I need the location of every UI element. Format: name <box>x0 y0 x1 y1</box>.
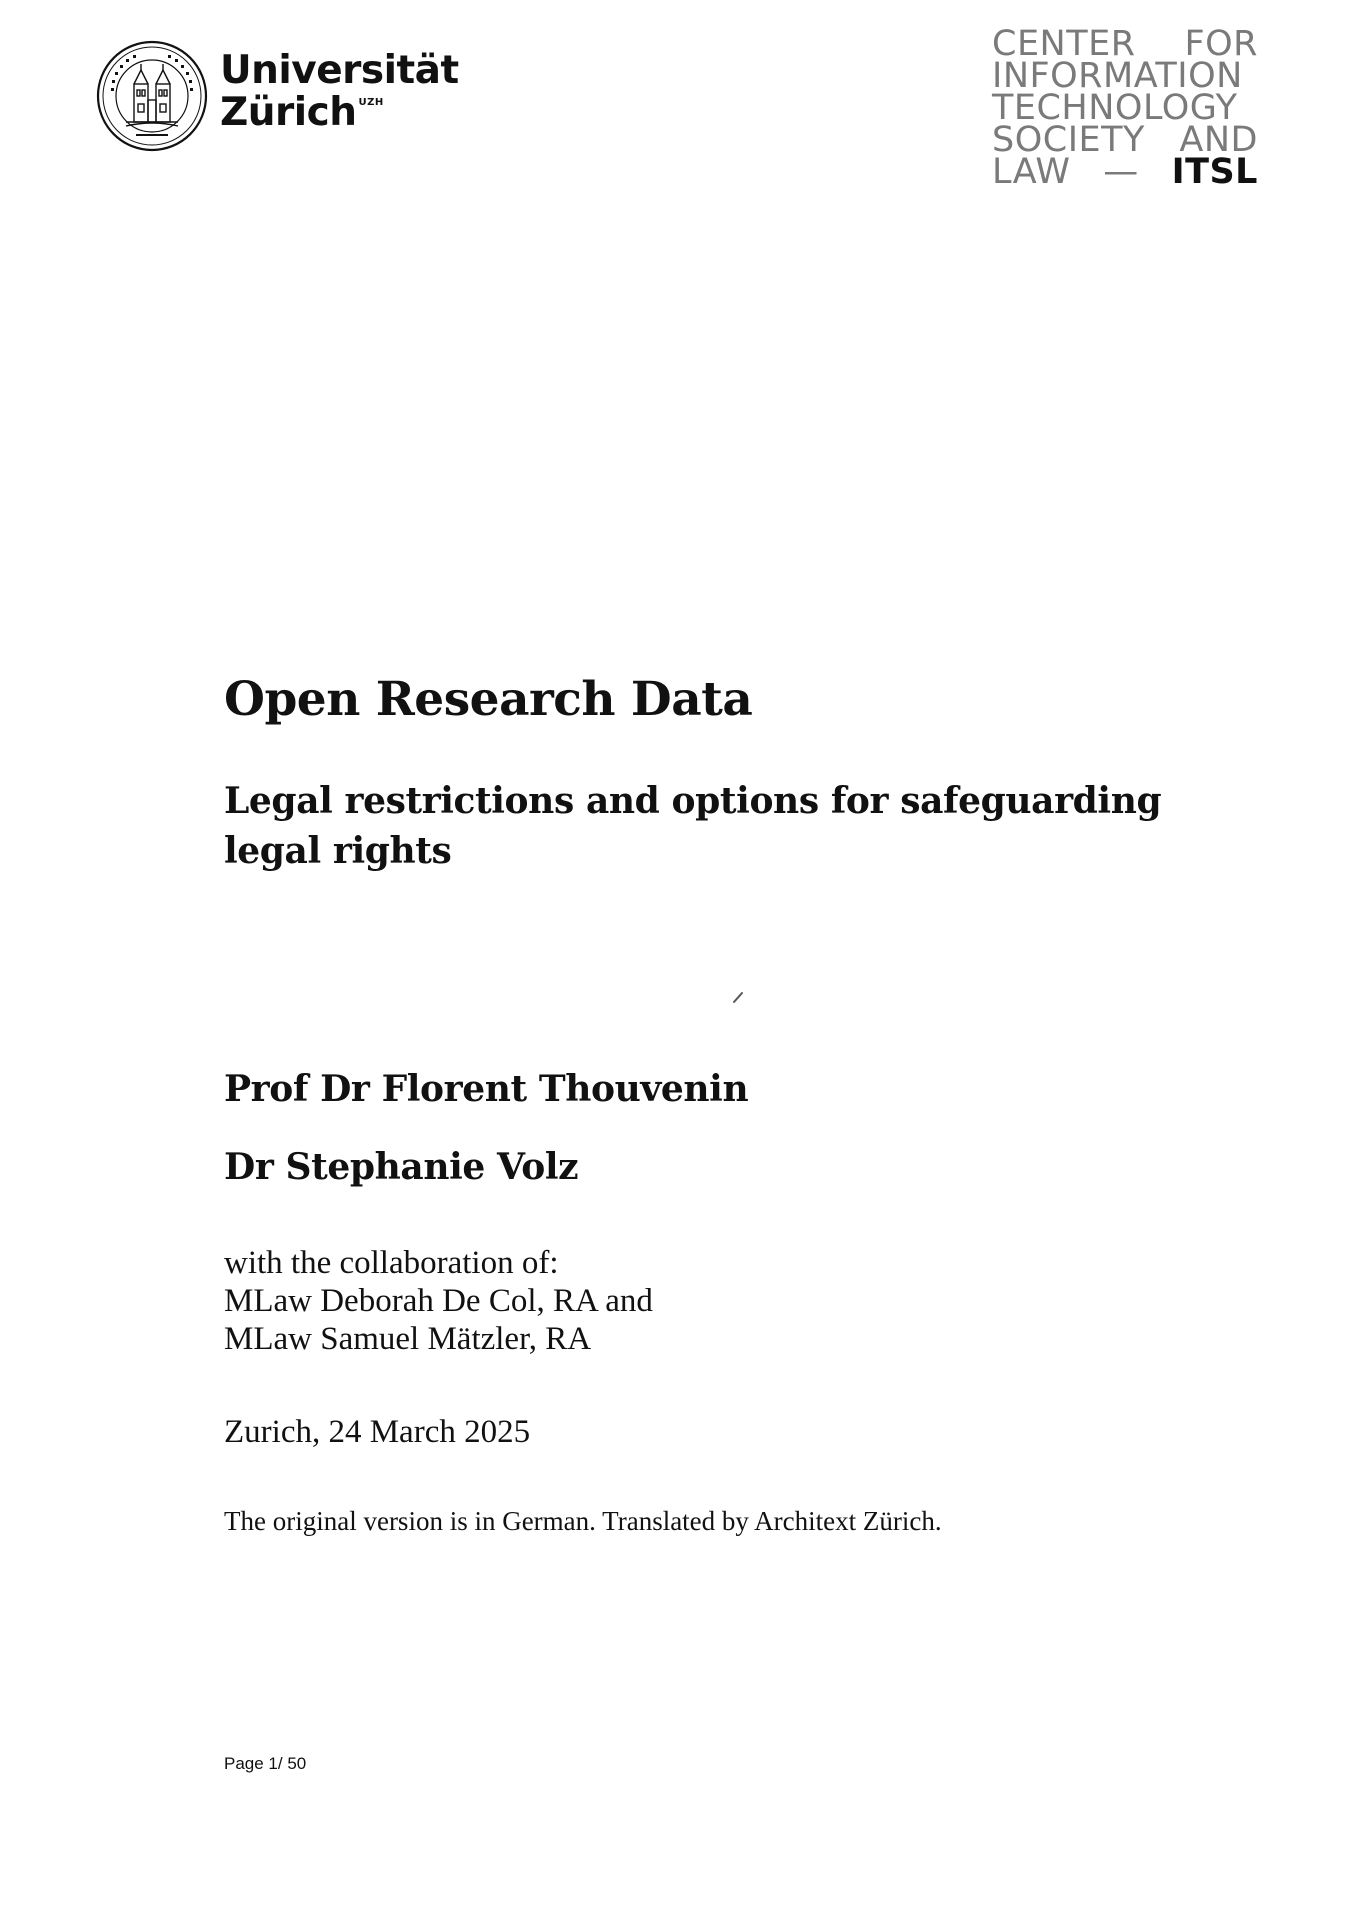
collaboration-line: MLaw Deborah De Col, RA and <box>224 1283 653 1319</box>
itsl-row <box>992 152 1258 192</box>
document-subtitle: Legal restrictions and options for safeguarding legal rights <box>224 780 1162 872</box>
uzh-logo <box>96 38 459 158</box>
collaboration-line: MLaw Samuel Mätzler, RA <box>224 1321 592 1357</box>
itsl-acronym: ITSL <box>1171 152 1258 192</box>
itsl-word: CENTER <box>992 24 1136 64</box>
itsl-word: SOCIETY <box>992 120 1145 160</box>
author-name: Dr Stephanie Volz <box>224 1146 579 1188</box>
university-seal-icon <box>96 40 208 152</box>
collaboration-block <box>224 1244 653 1358</box>
itsl-dash: — <box>1103 152 1139 192</box>
document-title: Open Research Data <box>224 672 753 727</box>
uzh-name-line-2: Zürich <box>220 90 357 136</box>
page-number: Page 1/ 50 <box>224 1754 307 1773</box>
uzh-name-line-1: Universität <box>220 48 459 93</box>
document-date: Zurich, 24 March 2025 <box>224 1414 531 1450</box>
itsl-logo <box>992 24 1258 192</box>
itsl-word: TECHNOLOGY <box>992 88 1238 128</box>
uzh-superscript: UZH <box>358 97 384 109</box>
itsl-word: AND <box>1179 120 1258 160</box>
itsl-word: INFORMATION <box>992 56 1243 96</box>
collaboration-line: with the collaboration of: <box>224 1245 559 1281</box>
uzh-wordmark <box>220 50 459 134</box>
author-name: Prof Dr Florent Thouvenin <box>224 1068 749 1110</box>
itsl-word: LAW <box>992 152 1071 192</box>
itsl-word: FOR <box>1184 24 1258 64</box>
translation-note: The original version is in German. Translated by Architext Zürich. <box>224 1506 942 1536</box>
pen-mark-icon <box>732 990 744 1004</box>
